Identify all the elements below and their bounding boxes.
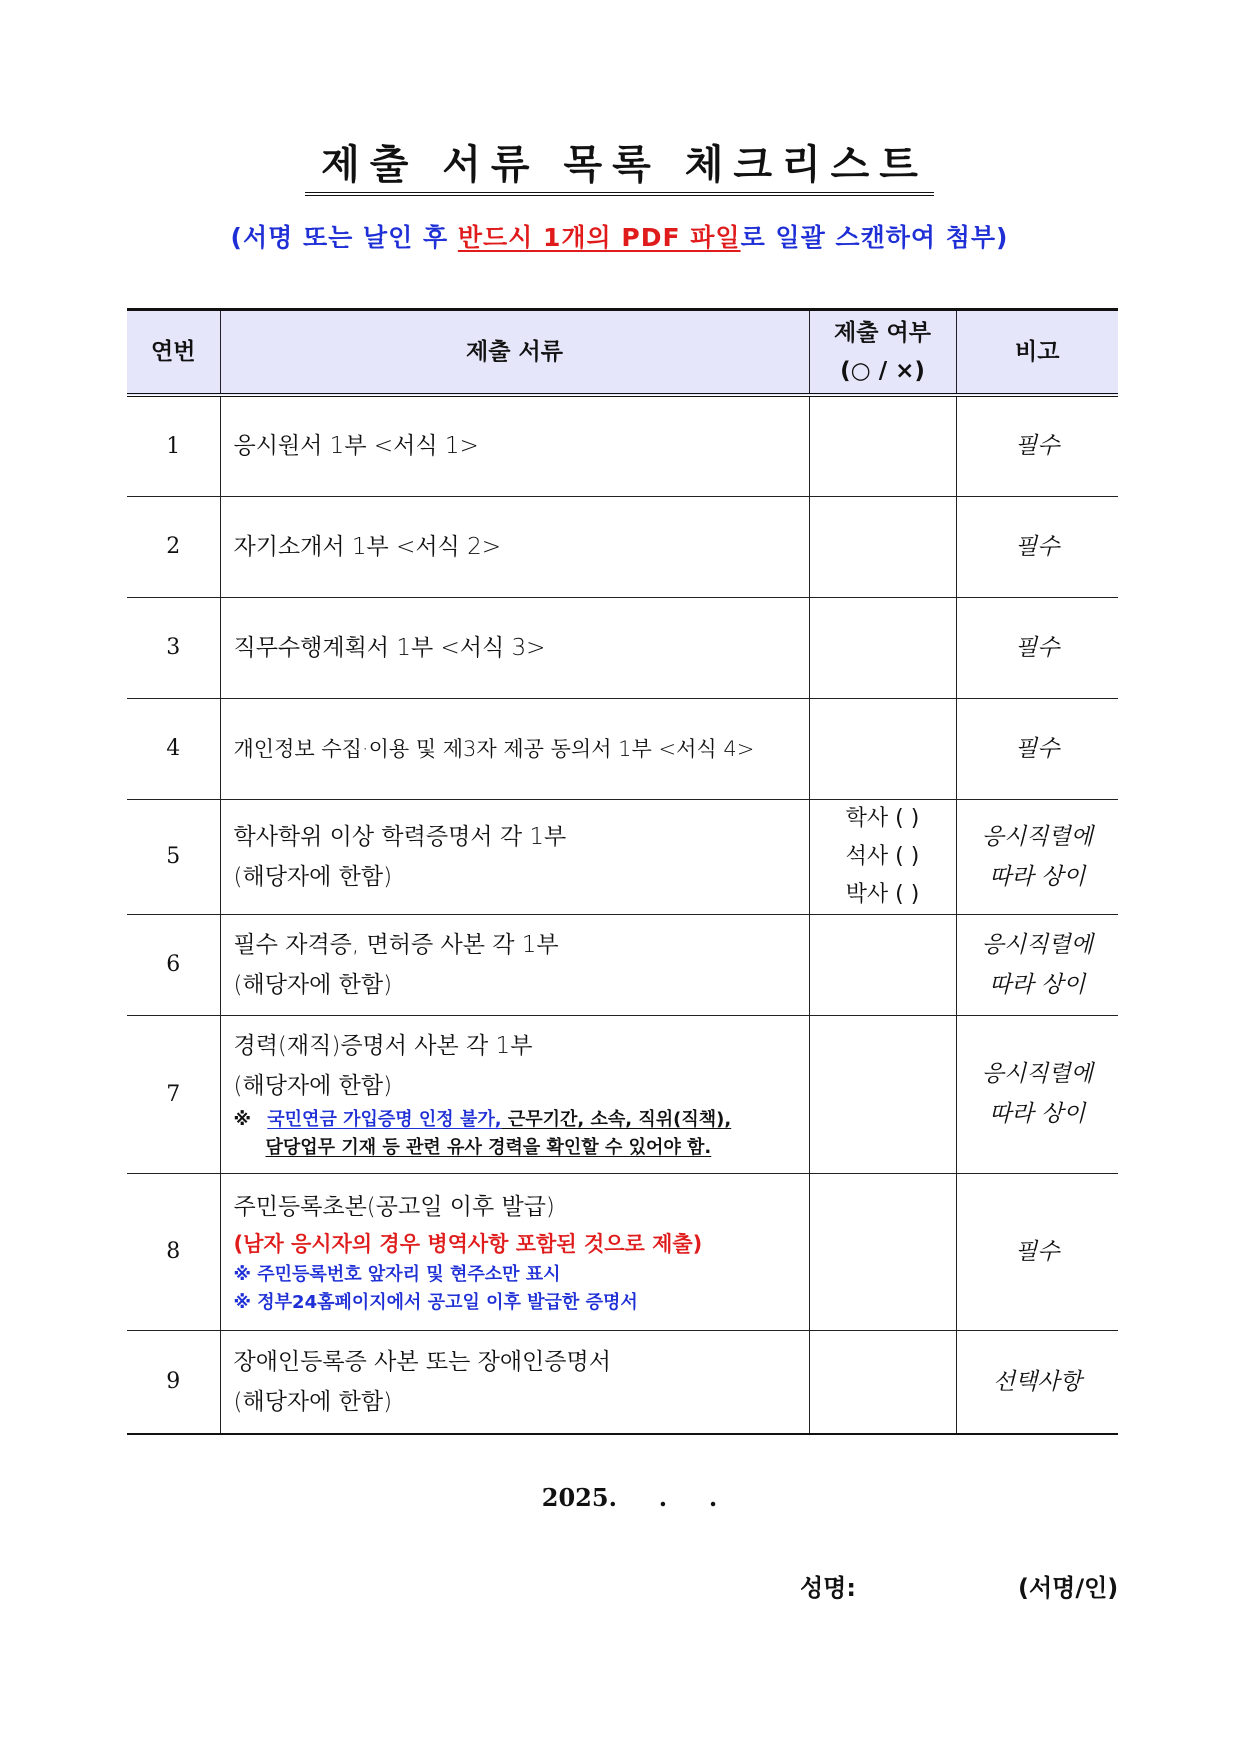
degree-doctor[interactable]: 박사 ( ) xyxy=(845,881,920,907)
subtitle-emphasis: 반드시 1개의 PDF 파일 xyxy=(457,223,741,252)
row-note-line2: 따라 상이 xyxy=(989,971,1086,998)
row-document xyxy=(220,914,809,1015)
row-note-line1: 응시직렬에 xyxy=(981,931,1093,958)
degree-bachelor[interactable]: 학사 ( ) xyxy=(845,805,920,831)
row-number: 9 xyxy=(127,1330,220,1434)
row-submit-cell[interactable] xyxy=(809,395,956,496)
table-row xyxy=(127,1015,1118,1173)
row-document-line2: (해당자에 한함) xyxy=(233,971,393,998)
header-row xyxy=(127,310,1118,396)
row-note-line2: 따라 상이 xyxy=(989,1101,1086,1127)
header-submit-line1: 제출 여부 xyxy=(834,320,931,346)
row-note-line1: 응시직렬에 xyxy=(981,823,1093,850)
row-document: 직무수행계획서 1부 <서식 3> xyxy=(220,597,809,698)
row-note-line2: 따라 상이 xyxy=(989,863,1086,890)
row-document-line1: 주민등록초본(공고일 이후 발급) xyxy=(233,1193,555,1220)
row-note: 필수 xyxy=(956,1173,1118,1330)
row-submit-cell[interactable] xyxy=(809,1173,956,1330)
row-note xyxy=(956,1015,1118,1173)
row-submit-cell[interactable] xyxy=(809,597,956,698)
degree-master[interactable]: 석사 ( ) xyxy=(845,843,920,869)
row-note: 필수 xyxy=(956,698,1118,799)
row-document: 개인정보 수집·이용 및 제3자 제공 동의서 1부 <서식 4> xyxy=(220,698,809,799)
row-submit-cell[interactable] xyxy=(809,698,956,799)
subtitle-part3: 로 일괄 스캔하여 첨부) xyxy=(740,223,1009,252)
table-row xyxy=(127,914,1118,1015)
date-field[interactable]: 2025. . . xyxy=(541,1483,718,1512)
row-number: 4 xyxy=(127,698,220,799)
row-document: 응시원서 1부 <서식 1> xyxy=(220,395,809,496)
row-submit-cell[interactable] xyxy=(809,799,956,914)
row-submit-cell[interactable] xyxy=(809,496,956,597)
signature-label: 성명: xyxy=(800,1574,856,1602)
subtitle-part1: (서명 또는 날인 후 xyxy=(230,223,458,252)
row-remark-b: ※ 정부24홈페이지에서 공고일 이후 발급한 증명서 xyxy=(233,1291,638,1313)
row-document-line2: (해당자에 한함) xyxy=(233,1388,393,1415)
row-document-line1: 장애인등록증 사본 또는 장애인증명서 xyxy=(233,1348,611,1375)
row-document-line1: 경력(재직)증명서 사본 각 1부 xyxy=(233,1033,533,1059)
row-submit-cell[interactable] xyxy=(809,1330,956,1434)
row-number: 8 xyxy=(127,1173,220,1330)
table-row xyxy=(127,597,1118,698)
header-document: 제출 서류 xyxy=(220,310,809,396)
row-number: 5 xyxy=(127,799,220,914)
row-document xyxy=(220,1330,809,1434)
table-row xyxy=(127,698,1118,799)
row-document xyxy=(220,799,809,914)
header-note: 비고 xyxy=(956,310,1118,396)
row-submit-cell[interactable] xyxy=(809,914,956,1015)
row-document-line1: 학사학위 이상 학력증명서 각 1부 xyxy=(233,823,567,850)
table-row xyxy=(127,1330,1118,1434)
table-row xyxy=(127,395,1118,496)
row-note: 필수 xyxy=(956,395,1118,496)
row-document-line1: 필수 자격증, 면허증 사본 각 1부 xyxy=(233,931,559,958)
remark-mark: ※ xyxy=(233,1109,251,1130)
row-remark-a: ※ 주민등록번호 앞자리 및 현주소만 표시 xyxy=(233,1263,561,1285)
subtitle xyxy=(0,218,1239,254)
table-row xyxy=(127,799,1118,914)
table-row xyxy=(127,496,1118,597)
table-row xyxy=(127,1173,1118,1330)
row-note xyxy=(956,914,1118,1015)
row-number: 1 xyxy=(127,395,220,496)
header-no: 연번 xyxy=(127,310,220,396)
row-remark-line2 xyxy=(234,1134,809,1162)
row-number: 2 xyxy=(127,496,220,597)
row-red-notice: (남자 응시자의 경우 병역사항 포함된 것으로 제출) xyxy=(233,1231,703,1256)
row-document xyxy=(220,1015,809,1173)
row-document: 자기소개서 1부 <서식 2> xyxy=(220,496,809,597)
row-document xyxy=(220,1173,809,1330)
remark-black2: 담당업무 기재 등 관련 유사 경력을 확인할 수 있어야 함. xyxy=(265,1137,712,1158)
row-note: 선택사항 xyxy=(956,1330,1118,1434)
header-submit xyxy=(809,310,956,396)
row-document-line2: (해당자에 한함) xyxy=(233,863,393,890)
row-remark-line1 xyxy=(234,1106,809,1134)
row-submit-cell[interactable] xyxy=(809,1015,956,1173)
row-note xyxy=(956,799,1118,914)
row-note: 필수 xyxy=(956,496,1118,597)
row-number: 3 xyxy=(127,597,220,698)
header-submit-line2: (○ / ×) xyxy=(840,358,925,384)
page-title: 제출 서류 목록 체크리스트 xyxy=(305,140,934,196)
row-document-line2: (해당자에 한함) xyxy=(233,1073,393,1099)
checklist-table xyxy=(127,308,1118,1435)
row-note: 필수 xyxy=(956,597,1118,698)
row-number: 7 xyxy=(127,1015,220,1173)
row-number: 6 xyxy=(127,914,220,1015)
signature-mark[interactable]: (서명/인) xyxy=(1018,1574,1119,1602)
title-wrap xyxy=(0,140,1239,196)
remark-blue: 국민연금 가입증명 인정 불가, xyxy=(267,1109,502,1130)
remark-black1: 근무기간, 소속, 직위(직책), xyxy=(501,1109,732,1130)
row-note-line1: 응시직렬에 xyxy=(981,1061,1093,1087)
